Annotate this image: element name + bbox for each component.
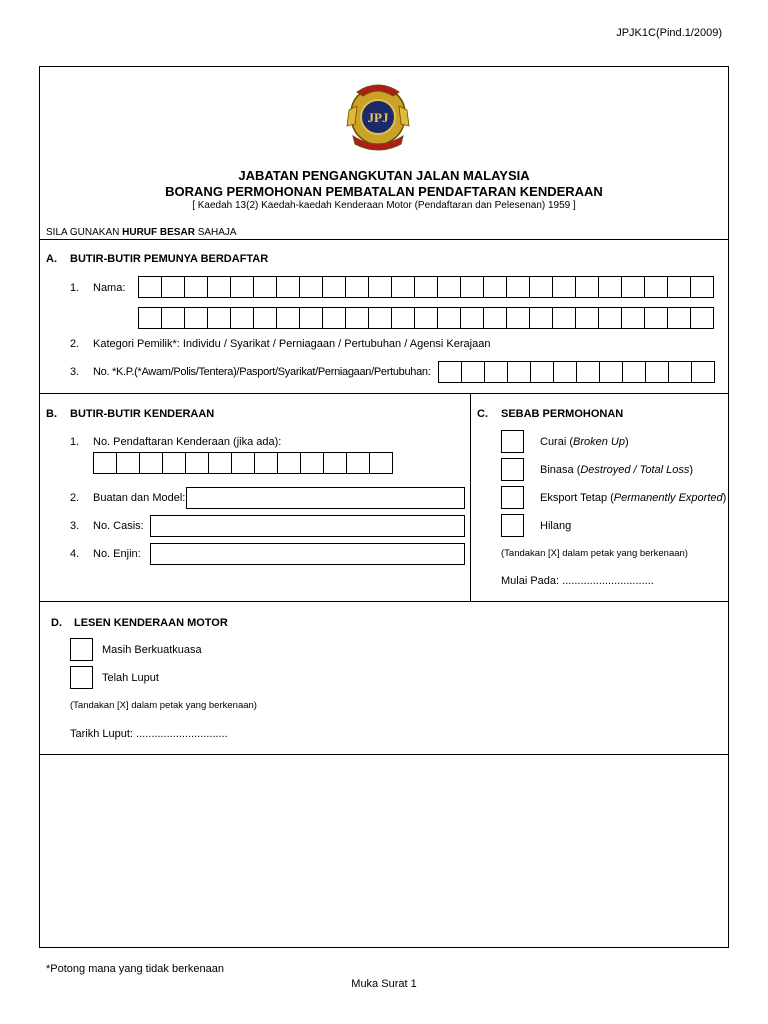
eksport-tetap-checkbox[interactable] xyxy=(501,486,524,509)
section-d-heading: LESEN KENDERAAN MOTOR xyxy=(74,617,228,629)
eksport-tetap-label: Eksport Tetap (Permanently Exported) xyxy=(540,492,727,504)
kategori-pemilik-label: Kategori Pemilik*: Individu / Syarikat / Perniagaan / Pertubuhan / Agensi Kerajaan xyxy=(93,338,491,350)
section-b-letter: B. xyxy=(46,408,57,420)
masih-berkuatkuasa-label: Masih Berkuatkuasa xyxy=(102,644,202,656)
nama-label: Nama: xyxy=(93,282,126,294)
item-number: 3. xyxy=(70,520,80,532)
curai-checkbox[interactable] xyxy=(501,430,524,453)
jpj-crest-logo xyxy=(343,80,413,154)
nama-input-row-2[interactable] xyxy=(138,307,714,329)
id-number-label: No. *K.P.(*Awam/Polis/Tentera)/Pasport/Syarikat/Perniagaan/Pertubuhan: xyxy=(93,366,431,378)
item-number: 3. xyxy=(70,366,80,378)
curai-label: Curai (Broken Up) xyxy=(540,436,629,448)
svg-text:JPJ: JPJ xyxy=(367,110,389,125)
no-enjin-field[interactable] xyxy=(150,543,465,565)
no-casis-field[interactable] xyxy=(150,515,465,537)
binasa-label: Binasa (Destroyed / Total Loss) xyxy=(540,464,694,476)
divider xyxy=(39,754,729,755)
agency-title: JABATAN PENGANGKUTAN JALAN MALAYSIA xyxy=(238,168,530,183)
hilang-label: Hilang xyxy=(540,520,572,532)
item-number: 4. xyxy=(70,548,80,560)
section-d-note: (Tandakan [X] dalam petak yang berkenaan) xyxy=(70,700,257,711)
instruction-text: SILA GUNAKAN HURUF BESAR SAHAJA xyxy=(46,227,237,238)
no-casis-label: No. Casis: xyxy=(93,520,144,532)
masih-berkuatkuasa-checkbox[interactable] xyxy=(70,638,93,661)
divider xyxy=(39,393,729,394)
id-number-input[interactable] xyxy=(438,361,715,383)
no-pendaftaran-label: No. Pendaftaran Kenderaan (jika ada): xyxy=(93,436,282,448)
binasa-checkbox[interactable] xyxy=(501,458,524,481)
divider xyxy=(39,601,729,602)
buatan-model-label: Buatan dan Model: xyxy=(93,492,186,504)
section-b-heading: BUTIR-BUTIR KENDERAAN xyxy=(70,408,215,420)
nama-input-row-1[interactable] xyxy=(138,276,714,298)
section-c-heading: SEBAB PERMOHONAN xyxy=(501,408,624,420)
no-enjin-label: No. Enjin: xyxy=(93,548,141,560)
footnote: *Potong mana yang tidak berkenaan xyxy=(46,963,224,975)
mulai-pada: Mulai Pada: .............................. xyxy=(501,575,654,587)
no-pendaftaran-input[interactable] xyxy=(93,452,393,474)
buatan-model-field[interactable] xyxy=(186,487,465,509)
form-code: JPJK1C(Pind.1/2009) xyxy=(616,27,722,39)
tarikh-luput: Tarikh Luput: .............................. xyxy=(70,728,228,740)
divider xyxy=(470,393,471,601)
hilang-checkbox[interactable] xyxy=(501,514,524,537)
page-number: Muka Surat 1 xyxy=(351,978,417,990)
telah-luput-checkbox[interactable] xyxy=(70,666,93,689)
section-c-note: (Tandakan [X] dalam petak yang berkenaan) xyxy=(501,548,688,559)
item-number: 2. xyxy=(70,492,80,504)
form-title: BORANG PERMOHONAN PEMBATALAN PENDAFTARAN KENDERAAN xyxy=(165,184,603,199)
regulation-subtitle: [ Kaedah 13(2) Kaedah-kaedah Kenderaan Motor (Pendaftaran dan Pelesenan) 1959 ] xyxy=(192,200,576,211)
section-a-letter: A. xyxy=(46,253,57,265)
section-c-letter: C. xyxy=(477,408,488,420)
section-d-letter: D. xyxy=(51,617,62,629)
telah-luput-label: Telah Luput xyxy=(102,672,159,684)
item-number: 1. xyxy=(70,282,80,294)
divider xyxy=(39,239,729,240)
section-a-heading: BUTIR-BUTIR PEMUNYA BERDAFTAR xyxy=(70,253,269,265)
item-number: 2. xyxy=(70,338,80,350)
item-number: 1. xyxy=(70,436,80,448)
